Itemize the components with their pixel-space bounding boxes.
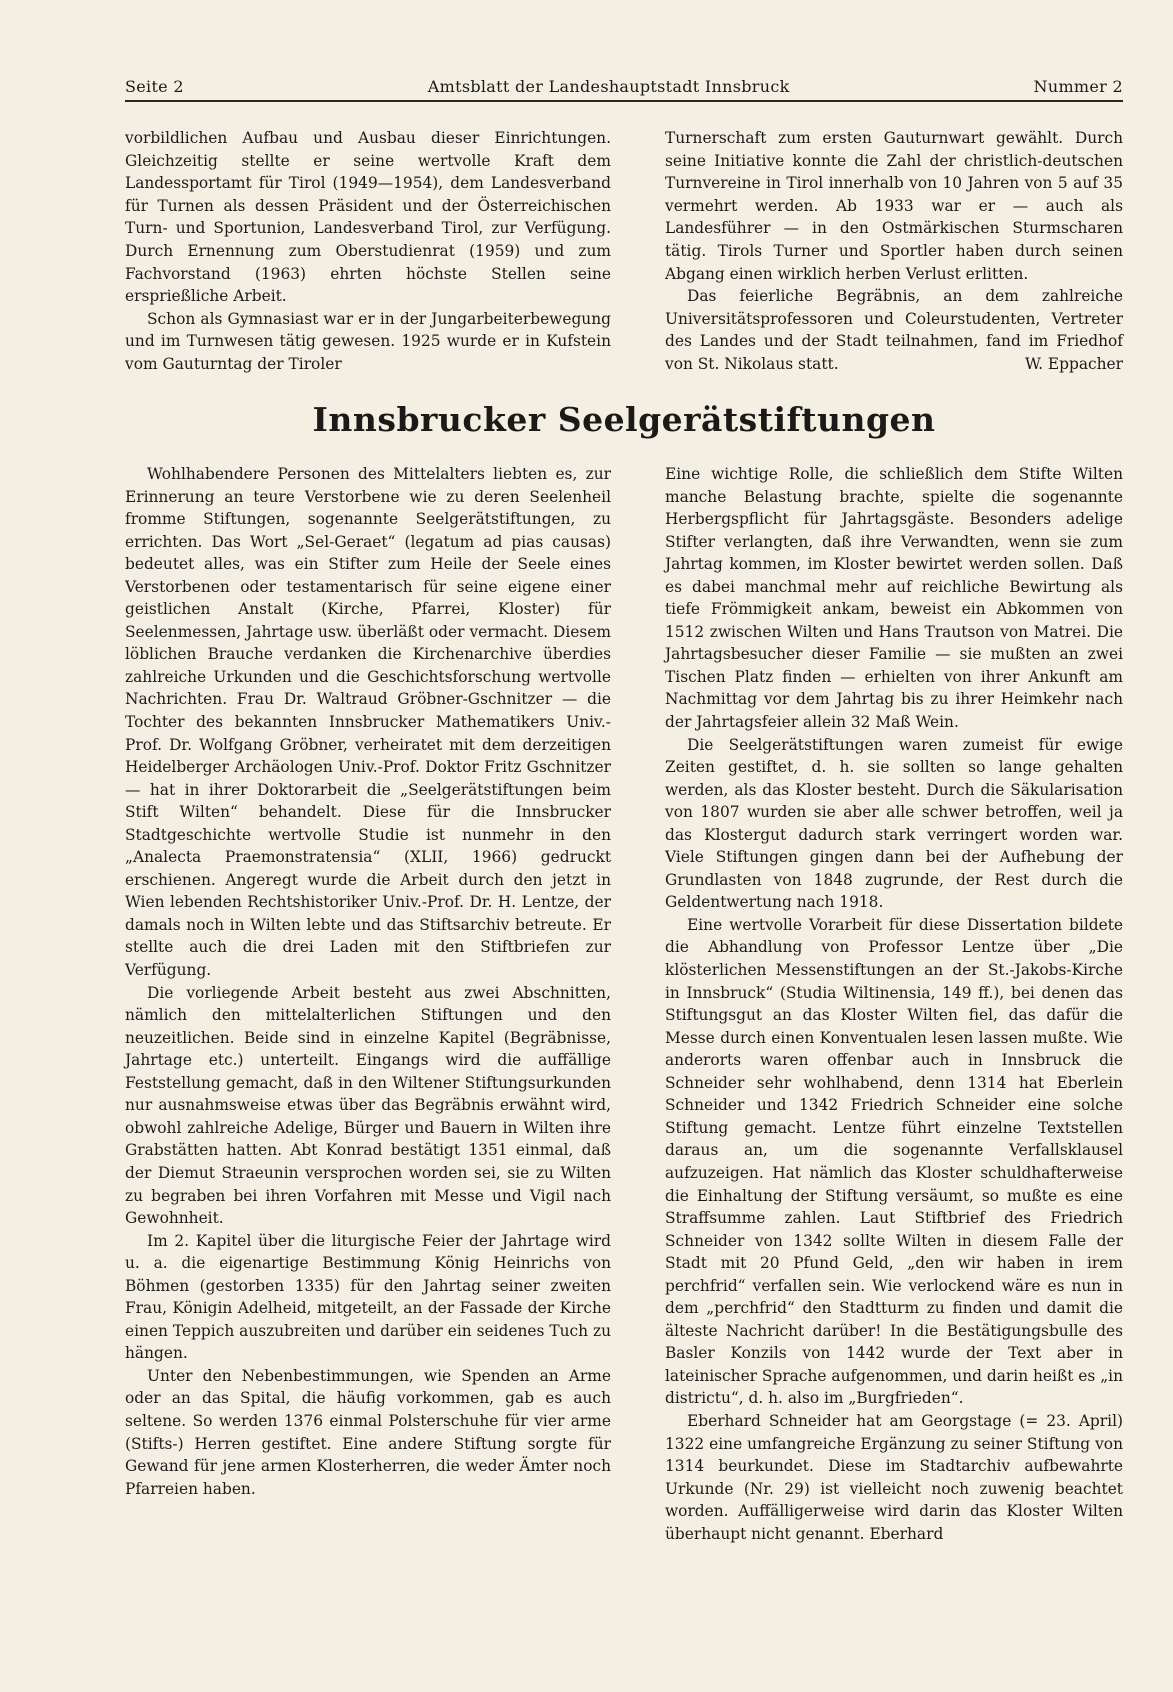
article-title: Innsbrucker Seelgerätstiftungen <box>312 400 936 439</box>
obituary-column-left <box>125 127 611 376</box>
article-paragraph: Die Seelgerätstiftungen waren zumeist für ewige Zeiten gestiftet, d. h. sie sollten so lange gehalten werden, als das Kloster besteht. Durch die Säkularisation von 1807 wurden sie aber alle schwer betroffen, weil ja das Klostergut dadurch stark verringert worden war. Viele Stiftungen gingen dann bei der Aufhebung der Grundlasten von 1848 zugrunde, der Rest durch die Geldentwertung nach 1918. <box>665 735 1123 912</box>
article-paragraph: Im 2. Kapitel über die liturgische Feier der Jahrtage wird u. a. die eigenartige Bestimmung König Heinrichs von Böhmen (gestorben 1335) für den Jahrtag seiner zweiten Frau, Königin Adelheid, mitgeteilt, an der Fassade der Kirche einen Teppich auszubreiten und darüber ein seidenes Tuch zu hängen. <box>125 1231 611 1363</box>
obituary-paragraph: Schon als Gymnasiast war er in der Jungarbeiterbewegung und im Turnwesen tätig gewesen. 1925 wurde er in Kufstein vom Gauturntag der Tiroler <box>125 309 611 373</box>
author-signature: W. Eppacher <box>1024 354 1123 373</box>
article-paragraph: Eine wertvolle Vorarbeit für diese Dissertation bildete die Abhandlung von Professor Lentze über „Die klösterlichen Messenstiftungen an der St.-Jakobs-Kirche in Innsbruck“ (Studia Wiltinensia, 149 ff.), bei denen das Stiftungsgut an das Kloster Wilten fiel, das dafür die Messe durch einen Konventualen lesen lassen mußte. Wie anderorts waren offenbar auch in Innsbruck die Schneider sehr wohlhabend, denn 1314 hat Eberlein Schneider und 1342 Friedrich Schneider eine solche Stiftung gemacht. Lentze führt einzelne Textstellen daraus an, um die sogenannte Verfallsklausel aufzuzeigen. Hat nämlich das Kloster schuldhafterweise die Einhaltung der Stiftung versäumt, so mußte es eine Straffsumme zahlen. Laut Stiftbrief des Friedrich Schneider von 1342 sollte Wilten in diesem Falle der Stadt mit 20 Pfund Geld, „den wir haben in irem perchfrid“ verfallen sein. Wie verlockend wäre es nun in dem „perchfrid“ den Stadtturm zu finden und damit die älteste Nachricht darüber! In die Bestätigungsbulle des Basler Konzils von 1442 wurde der Text aber in lateinischer Sprache aufgenommen, und darin heißt es „in districtu“, d. h. also im „Burgfrieden“. <box>665 915 1123 1408</box>
obituary-paragraph: vorbildlichen Aufbau und Ausbau dieser Einrichtungen. Gleichzeitig stellte er seine wertvolle Kraft dem Landessportamt für Tirol (1949—1954), dem Landesverband für Turnen als dessen Präsident und der Österreichischen Turn- und Sportunion, Landesverband Tirol, zur Verfügung. Durch Ernennung zum Oberstudienrat (1959) und zum Fachvorstand (1963) ehrten höchste Stellen seine ersprießliche Arbeit. <box>125 129 611 306</box>
page-number: Seite 2 <box>125 77 184 96</box>
obituary-paragraph <box>665 285 1123 375</box>
obituary-paragraph: Turnerschaft zum ersten Gauturnwart gewählt. Durch seine Initiative konnte die Zahl der christlich-deutschen Turnvereine in Tirol innerhalb von 10 Jahren von 5 auf 35 vermehrt werden. Ab 1933 war er — auch als Landesführer — in den Ostmärkischen Sturmscharen tätig. Tirols Turner und Sportler haben durch seinen Abgang einen wirklich herben Verlust erlitten. <box>665 129 1123 283</box>
article-paragraph: Die vorliegende Arbeit besteht aus zwei Abschnitten, nämlich den mittelalterlichen Stiftungen und den neuzeitlichen. Beide sind in einzelne Kapitel (Begräbnisse, Jahrtage etc.) unterteilt. Eingangs wird die auffällige Feststellung gemacht, daß in den Wiltener Stiftungsurkunden nur ausnahmsweise etwas über das Begräbnis erwähnt wird, obwohl zahlreiche Adelige, Bürger und Bauern in Wilten ihre Grabstätten hatten. Abt Konrad bestätigt 1351 einmal, daß der Diemut Straeunin versprochen worden sei, sie zu Wilten zu begraben bei ihren Vorfahren mit Messe und Vigil nach Gewohnheit. <box>125 983 611 1228</box>
article-column-left <box>125 463 611 1500</box>
obituary-closing-text: Das feierliche Begräbnis, an dem zahlreiche Universitätsprofessoren und Coleurstudenten, Vertreter des Landes und der Stadt teilnahmen, fand im Friedhof von St. Nikolaus statt. <box>665 287 1123 373</box>
article-paragraph: Eine wichtige Rolle, die schließlich dem Stifte Wilten manche Belastung brachte, spielte die sogenannte Herbergspflicht für Jahrtagsgäste. Besonders adelige Stifter verlangten, daß ihre Verwandten, wenn sie zum Jahrtag kommen, im Kloster bewirtet werden sollen. Daß es dabei manchmal mehr auf reichliche Bewirtung als tiefe Frömmigkeit ankam, beweist ein Abkommen von 1512 zwischen Wilten und Hans Trautson von Matrei. Die Jahrtagsbesucher dieser Familie — sie mußten an zwei Tischen Platz finden — erhielten von ihrer Ankunft am Nachmittag vor dem Jahrtag bis zu ihrer Heimkehr nach der Jahrtagsfeier allein 32 Maß Wein. <box>665 465 1123 732</box>
publication-title: Amtsblatt der Landeshauptstadt Innsbruck <box>427 77 790 96</box>
article-paragraph: Wohlhabendere Personen des Mittelalters liebten es, zur Erinnerung an teure Verstorbene wie zu deren Seelenheil fromme Stiftungen, sogenannte Seelgerätstiftungen, zu errichten. Das Wort „Sel-Geraet“ (legatum ad pias causas) bedeutet alles, was ein Stifter zum Heile der Seele eines Verstorbenen oder testamentarisch für seine eigene einer geistlichen Anstalt (Kirche, Pfarrei, Kloster) für Seelenmessen, Jahrtage usw. überläßt oder vermacht. Diesem löblichen Brauche verdanken die Kirchenarchive überdies zahlreiche Urkunden und die Geschichtsforschung wertvolle Nachrichten. Frau Dr. Waltraud Gröbner-Gschnitzer — die Tochter des bekannten Innsbrucker Mathematikers Univ.-Prof. Dr. Wolfgang Gröbner, verheiratet mit dem derzeitigen Heidelberger Archäologen Univ.-Prof. Doktor Fritz Gschnitzer — hat in ihrer Doktorarbeit die „Seelgerätstiftungen beim Stift Wilten“ behandelt. Diese für die Innsbrucker Stadtgeschichte wertvolle Studie ist nunmehr in den „Analecta Praemonstratensia“ (XLII, 1966) gedruckt erschienen. Angeregt wurde die Arbeit durch den jetzt in Wien lebenden Rechtshistoriker Univ.-Prof. Dr. H. Lentze, der damals noch in Wilten lebte und das Stiftsarchiv betreute. Er stellte auch die drei Laden mit den Stiftbriefen zur Verfügung. <box>125 465 611 980</box>
header-divider <box>125 100 1123 102</box>
obituary-column-right <box>665 127 1123 376</box>
article-paragraph: Unter den Nebenbestimmungen, wie Spenden an Arme oder an das Spital, die häufig vorkommen, gab es auch seltene. So werden 1376 einmal Polsterschuhe für vier arme (Stifts-) Herren gestiftet. Eine andere Stiftung sorgte für Gewand für jene armen Klosterherren, die weder Ämter noch Pfarreien haben. <box>125 1366 611 1498</box>
issue-number: Nummer 2 <box>1033 77 1123 96</box>
article-paragraph: Eberhard Schneider hat am Georgstage (= 23. April) 1322 eine umfangreiche Ergänzung zu seiner Stiftung von 1314 beurkundet. Diese im Stadtarchiv aufbewahrte Urkunde (Nr. 29) ist vielleicht noch zuwenig beachtet worden. Auffälligerweise wird darin das Kloster Wilten überhaupt nicht genannt. Eberhard <box>665 1411 1123 1543</box>
page-header <box>125 70 1123 96</box>
article-column-right <box>665 463 1123 1545</box>
